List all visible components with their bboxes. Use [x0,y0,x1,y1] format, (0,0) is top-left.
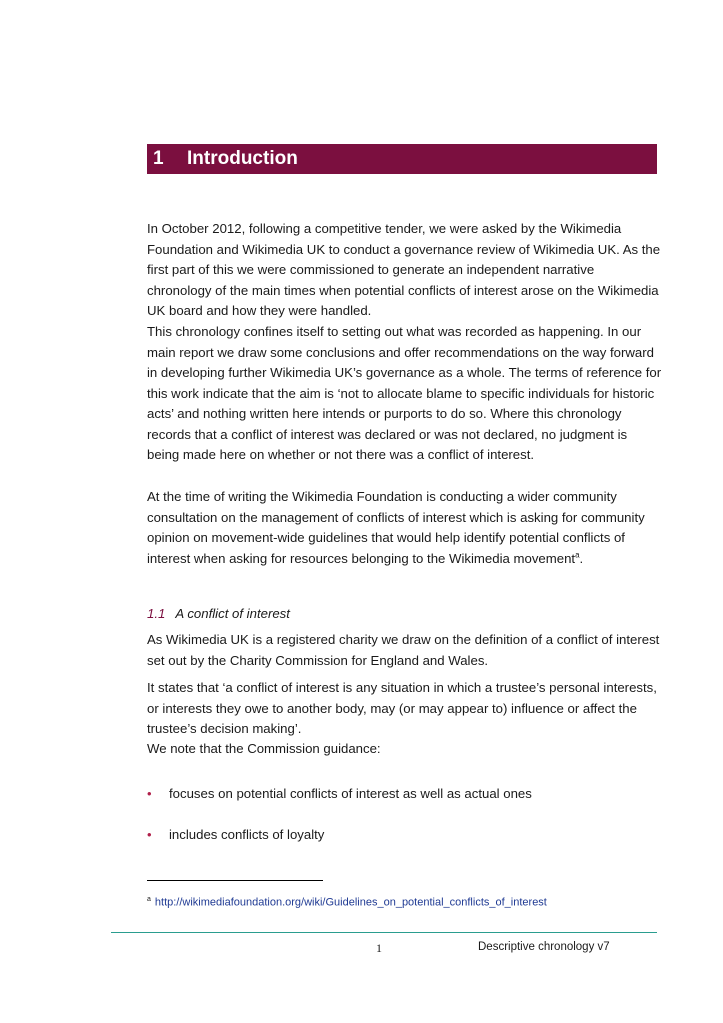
footer-divider [111,932,657,933]
section-heading [147,144,657,174]
bullet-icon: • [147,827,152,842]
page-number: 1 [376,941,382,955]
paragraph-intro: In October 2012, following a competitive tender, we were asked by the Wikimedia Foundation and Wikimedia UK to conduct a governance review of Wikimedia UK. As the first part of this we were commissioned to generate an independent narrative chronology of the main times when potential conflicts of interest arose on the Wikimedia UK board and how they were handled. [147,221,661,318]
list-item [147,786,532,801]
subsection-title: A conflict of interest [175,606,290,621]
footnote-divider [147,880,323,881]
footnote-marker: a [147,896,151,903]
section-title: Introduction [187,148,298,169]
footnote-link[interactable]: http://wikimediafoundation.org/wiki/Guidelines_on_potential_conflicts_of_interest [154,896,547,909]
list-item [147,827,324,842]
footer-title: Descriptive chronology v7 [478,941,610,953]
paragraph-guidance: We note that the Commission guidance: [147,741,381,756]
paragraph-consultation-text: At the time of writing the Wikimedia Foundation is conducting a wider community consultation on the management of conflicts of interest which is asking for community opinion on movement-wide guidelines that would help identify potential conflicts of interest when asking for resources belonging to the Wikimedia movement [147,489,645,566]
bullet-icon: • [147,786,152,801]
subsection-heading [147,606,290,621]
list-item-text: includes conflicts of loyalty [169,827,325,842]
paragraph-consultation [147,487,662,569]
section-number: 1 [153,148,164,169]
paragraph-statement: It states that ‘a conflict of interest is any situation in which a trustee’s personal interests, or interests they owe to another body, may (or may appear to) influence or affect the trustee’s decision making’. [147,680,657,736]
list-item-text: focuses on potential conflicts of interest as well as actual ones [169,786,532,801]
paragraph-scope: This chronology confines itself to setting out what was recorded as happening. In our main report we draw some conclusions and offer recommendations on the way forward in developing further Wikimedia UK’s governance as a whole. The terms of reference for this work indicate that the aim is ‘not to allocate blame to specific individuals for historic acts’ and nothing written here intends or purports to do so. Where this chronology records that a conflict of interest was declared or was not declared, no judgment is being made here on whether or not there was a conflict of interest. [147,324,662,462]
subsection-number: 1.1 [147,606,166,621]
footnote-reference[interactable]: a [575,550,580,560]
paragraph-definition: As Wikimedia UK is a registered charity we draw on the definition of a conflict of interest set out by the Charity Commission for England and Wales. [147,632,660,668]
footnote [147,896,547,909]
paragraph-period: . [579,550,584,566]
